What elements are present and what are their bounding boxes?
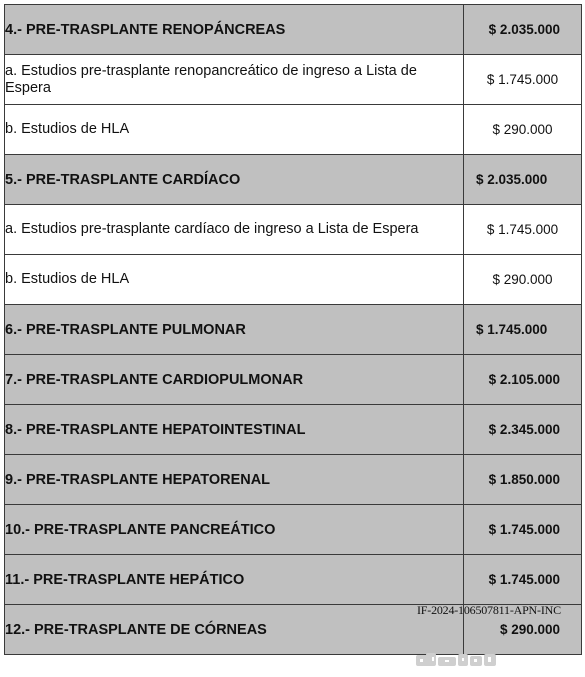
table-row	[5, 505, 582, 555]
scan-smudge	[414, 651, 498, 669]
row-label: b. Estudios de HLA	[5, 255, 464, 305]
row-price	[464, 355, 582, 405]
row-price	[464, 405, 582, 455]
price-value: $ 290.000	[492, 272, 553, 287]
row-label: b. Estudios de HLA	[5, 105, 464, 155]
table-row	[5, 205, 582, 255]
table-row	[5, 555, 582, 605]
row-label: 8.- PRE-TRASPLANTE HEPATOINTESTINAL	[5, 405, 464, 455]
price-table	[4, 4, 582, 655]
row-price	[464, 105, 582, 155]
table-row	[5, 155, 582, 205]
price-value: $ 1.745.000	[486, 222, 559, 237]
table-row	[5, 455, 582, 505]
table-row	[5, 355, 582, 405]
price-value: $ 1.745.000	[488, 522, 560, 537]
table-row	[5, 105, 582, 155]
price-value: $ 2.035.000	[476, 172, 548, 187]
price-value: $ 1.850.000	[488, 472, 560, 487]
row-price	[464, 155, 582, 205]
price-value: $ 1.745.000	[486, 72, 559, 87]
row-price	[464, 305, 582, 355]
document-id-stamp: IF-2024-106507811-APN-INC	[417, 603, 561, 617]
row-label: 9.- PRE-TRASPLANTE HEPATORENAL	[5, 455, 464, 505]
price-value: $ 2.345.000	[488, 422, 560, 437]
row-label: 4.- PRE-TRASPLANTE RENOPÁNCREAS	[5, 5, 464, 55]
price-value: $ 2.035.000	[488, 22, 560, 37]
price-value: $ 290.000	[499, 622, 560, 637]
table-row	[5, 305, 582, 355]
table-row	[5, 5, 582, 55]
row-label: 12.- PRE-TRASPLANTE DE CÓRNEAS	[5, 605, 464, 655]
row-label: 11.- PRE-TRASPLANTE HEPÁTICO	[5, 555, 464, 605]
row-price	[464, 455, 582, 505]
row-price	[464, 505, 582, 555]
price-value: $ 2.105.000	[488, 372, 560, 387]
row-label: 10.- PRE-TRASPLANTE PANCREÁTICO	[5, 505, 464, 555]
row-label: a. Estudios pre-trasplante renopancreático de ingreso a Lista de Espera	[5, 55, 464, 105]
row-price	[464, 205, 582, 255]
table-row	[5, 55, 582, 105]
table-row	[5, 255, 582, 305]
price-value: $ 1.745.000	[488, 572, 560, 587]
row-price	[464, 555, 582, 605]
row-label: 6.- PRE-TRASPLANTE PULMONAR	[5, 305, 464, 355]
price-value: $ 1.745.000	[476, 322, 548, 337]
table-row	[5, 405, 582, 455]
price-value: $ 290.000	[492, 122, 553, 137]
row-label: 7.- PRE-TRASPLANTE CARDIOPULMONAR	[5, 355, 464, 405]
row-label: 5.- PRE-TRASPLANTE CARDÍACO	[5, 155, 464, 205]
row-price	[464, 255, 582, 305]
row-price	[464, 55, 582, 105]
row-label: a. Estudios pre-trasplante cardíaco de ingreso a Lista de Espera	[5, 205, 464, 255]
row-price	[464, 5, 582, 55]
